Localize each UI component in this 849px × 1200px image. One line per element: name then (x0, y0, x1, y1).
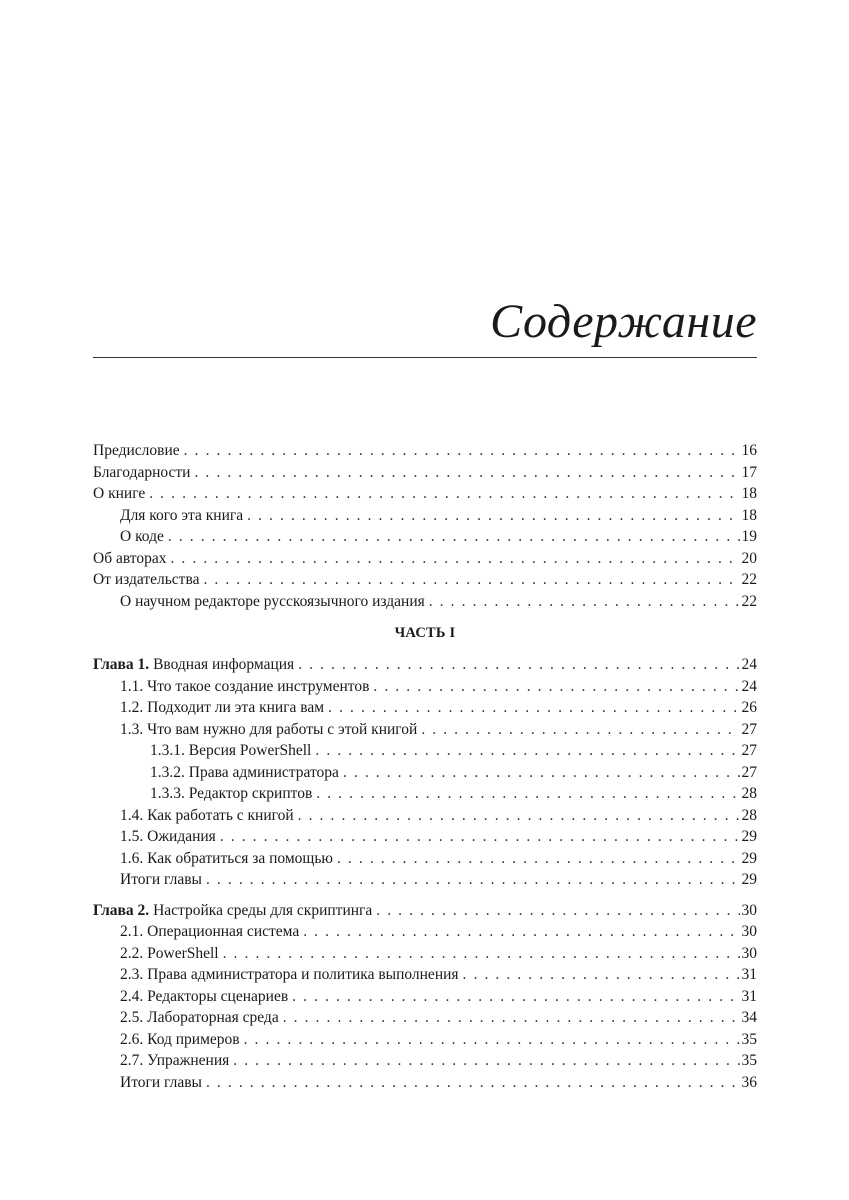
dot-leader (429, 591, 740, 613)
page-title: Содержание (490, 295, 757, 348)
toc-entry[interactable] (93, 505, 757, 527)
toc-page-number: 27 (741, 720, 757, 738)
toc-entry-label: От издательства (93, 571, 200, 588)
toc-entry-label: Для кого эта книга (120, 506, 244, 524)
dot-leader (315, 740, 739, 762)
toc-entry[interactable] (93, 697, 757, 719)
toc-page-number: 28 (741, 806, 757, 824)
toc-entry-label: О научном редакторе русскоязычного издания (120, 592, 425, 610)
toc-entry-label: Итоги главы (120, 1073, 202, 1091)
toc-entry-label: 1.3.1. Версия PowerShell (150, 742, 312, 759)
toc-page-number: 30 (741, 944, 757, 962)
toc-entry[interactable] (93, 591, 757, 613)
dot-leader (233, 1050, 739, 1072)
toc-entry-label: О коде (120, 528, 164, 545)
toc-page-number: 24 (741, 677, 757, 695)
toc-chapter-entry[interactable] (93, 900, 757, 922)
dot-leader (149, 483, 739, 505)
toc-entry[interactable] (93, 719, 757, 741)
toc-page-number: 19 (741, 528, 757, 545)
toc-page-number: 34 (741, 1009, 757, 1026)
toc-page-number: 35 (741, 1030, 757, 1048)
dot-leader (337, 848, 740, 870)
toc-entry[interactable] (93, 805, 757, 827)
toc-page-number: 27 (741, 742, 757, 759)
toc-entry-label: 2.6. Код примеров (120, 1030, 240, 1048)
toc-entry[interactable] (93, 548, 757, 570)
toc-entry[interactable] (93, 462, 757, 484)
toc-entry-label: 1.3. Что вам нужно для работы с этой книгой (120, 720, 418, 738)
toc-entry[interactable] (93, 526, 757, 548)
toc-entry[interactable] (93, 826, 757, 848)
dot-leader (203, 569, 739, 591)
toc-entry-label: 2.2. PowerShell (120, 944, 219, 962)
toc-entry[interactable] (93, 783, 757, 805)
dot-leader (376, 900, 739, 922)
toc-page-number: 31 (741, 966, 757, 983)
toc-entry-label: 1.3.2. Права администратора (150, 763, 339, 781)
toc-entry-label: Благодарности (93, 463, 191, 481)
toc-entry-label: 2.7. Упражнения (120, 1052, 230, 1069)
toc-entry[interactable] (93, 869, 757, 891)
toc-entry[interactable] (93, 569, 757, 591)
dot-leader (298, 805, 740, 827)
toc-entry-label: Предисловие (93, 442, 180, 459)
dot-leader (170, 548, 739, 570)
dot-leader (316, 783, 739, 805)
toc-page-number: 31 (741, 987, 757, 1005)
chapter-spacer (93, 891, 757, 900)
toc-entry[interactable] (93, 964, 757, 986)
toc-page-number: 27 (741, 763, 757, 781)
dot-leader (298, 654, 739, 676)
toc-chapter-entry[interactable] (93, 654, 757, 676)
toc-entry-label: 1.1. Что такое создание инструментов (120, 677, 370, 695)
toc-page-number: 18 (741, 485, 757, 502)
dot-leader (328, 697, 739, 719)
toc-entry-label (93, 900, 372, 922)
toc-entry-label: Об авторах (93, 549, 167, 567)
title-rule (93, 357, 757, 358)
toc-page-number: 29 (741, 828, 757, 845)
toc-page-number: 35 (741, 1052, 757, 1069)
toc-entry[interactable] (93, 1029, 757, 1051)
toc-entry-label: 1.2. Подходит ли эта книга вам (120, 699, 325, 716)
toc-entry[interactable] (93, 848, 757, 870)
dot-leader (184, 440, 740, 462)
toc-entry-label: 1.4. Как работать с книгой (120, 806, 294, 824)
toc-entry[interactable] (93, 986, 757, 1008)
toc-entry-label: 1.6. Как обратиться за помощью (120, 849, 333, 867)
chapter-prefix: Глава 2. (93, 901, 150, 919)
toc-entry-label (93, 654, 294, 676)
toc-page-number: 24 (741, 656, 757, 673)
toc-entry-label: 2.5. Лабораторная среда (120, 1009, 279, 1026)
toc-page-number: 29 (741, 871, 757, 888)
toc-entry-label: 2.4. Редакторы сценариев (120, 987, 289, 1005)
chapter-prefix: Глава 1. (93, 656, 150, 673)
toc-page-number: 16 (741, 442, 757, 459)
toc-entry-label: О книге (93, 485, 146, 502)
toc-page-number: 18 (741, 506, 757, 524)
toc-entry-label: 2.3. Права администратора и политика выполнения (120, 966, 459, 983)
toc-entry[interactable] (93, 921, 757, 943)
part-heading: ЧАСТЬ I (394, 625, 456, 641)
dot-leader (194, 462, 739, 484)
toc-page-number: 29 (741, 849, 757, 867)
toc-entry[interactable] (93, 1050, 757, 1072)
dot-leader (220, 826, 740, 848)
dot-leader (206, 1072, 740, 1094)
dot-leader (373, 676, 739, 698)
dot-leader (343, 762, 740, 784)
toc-entry-label: 1.5. Ожидания (120, 828, 216, 845)
toc-entry[interactable] (93, 740, 757, 762)
toc-page-number: 30 (741, 923, 757, 940)
toc-page-number: 30 (741, 901, 757, 919)
toc-page-number: 26 (741, 699, 757, 716)
toc-entry[interactable] (93, 1072, 757, 1094)
toc-entry-label: Итоги главы (120, 871, 202, 888)
toc-entry-label: 2.1. Операционная система (120, 923, 300, 940)
table-of-contents (93, 440, 757, 1093)
toc-entry[interactable] (93, 440, 757, 462)
dot-leader (244, 1029, 740, 1051)
chapter-title: Настройка среды для скриптинга (149, 901, 373, 919)
toc-page-number: 17 (741, 463, 757, 481)
dot-leader (247, 505, 739, 527)
toc-entry-label: 1.3.3. Редактор скриптов (150, 785, 313, 802)
dot-leader (421, 719, 739, 741)
toc-entry[interactable] (93, 943, 757, 965)
toc-page-number: 28 (741, 785, 757, 802)
toc-page-number: 20 (741, 549, 757, 567)
toc-entry[interactable] (93, 762, 757, 784)
toc-entry[interactable] (93, 1007, 757, 1029)
toc-entry[interactable] (93, 676, 757, 698)
toc-page-number: 22 (741, 592, 757, 610)
dot-leader (463, 964, 740, 986)
dot-leader (303, 921, 739, 943)
toc-entry[interactable] (93, 483, 757, 505)
toc-page-number: 22 (741, 571, 757, 588)
chapter-title: Вводная информация (149, 656, 295, 673)
dot-leader (292, 986, 739, 1008)
toc-page-number: 36 (741, 1073, 757, 1091)
dot-leader (206, 869, 740, 891)
dot-leader (283, 1007, 740, 1029)
dot-leader (168, 526, 740, 548)
dot-leader (223, 943, 740, 965)
